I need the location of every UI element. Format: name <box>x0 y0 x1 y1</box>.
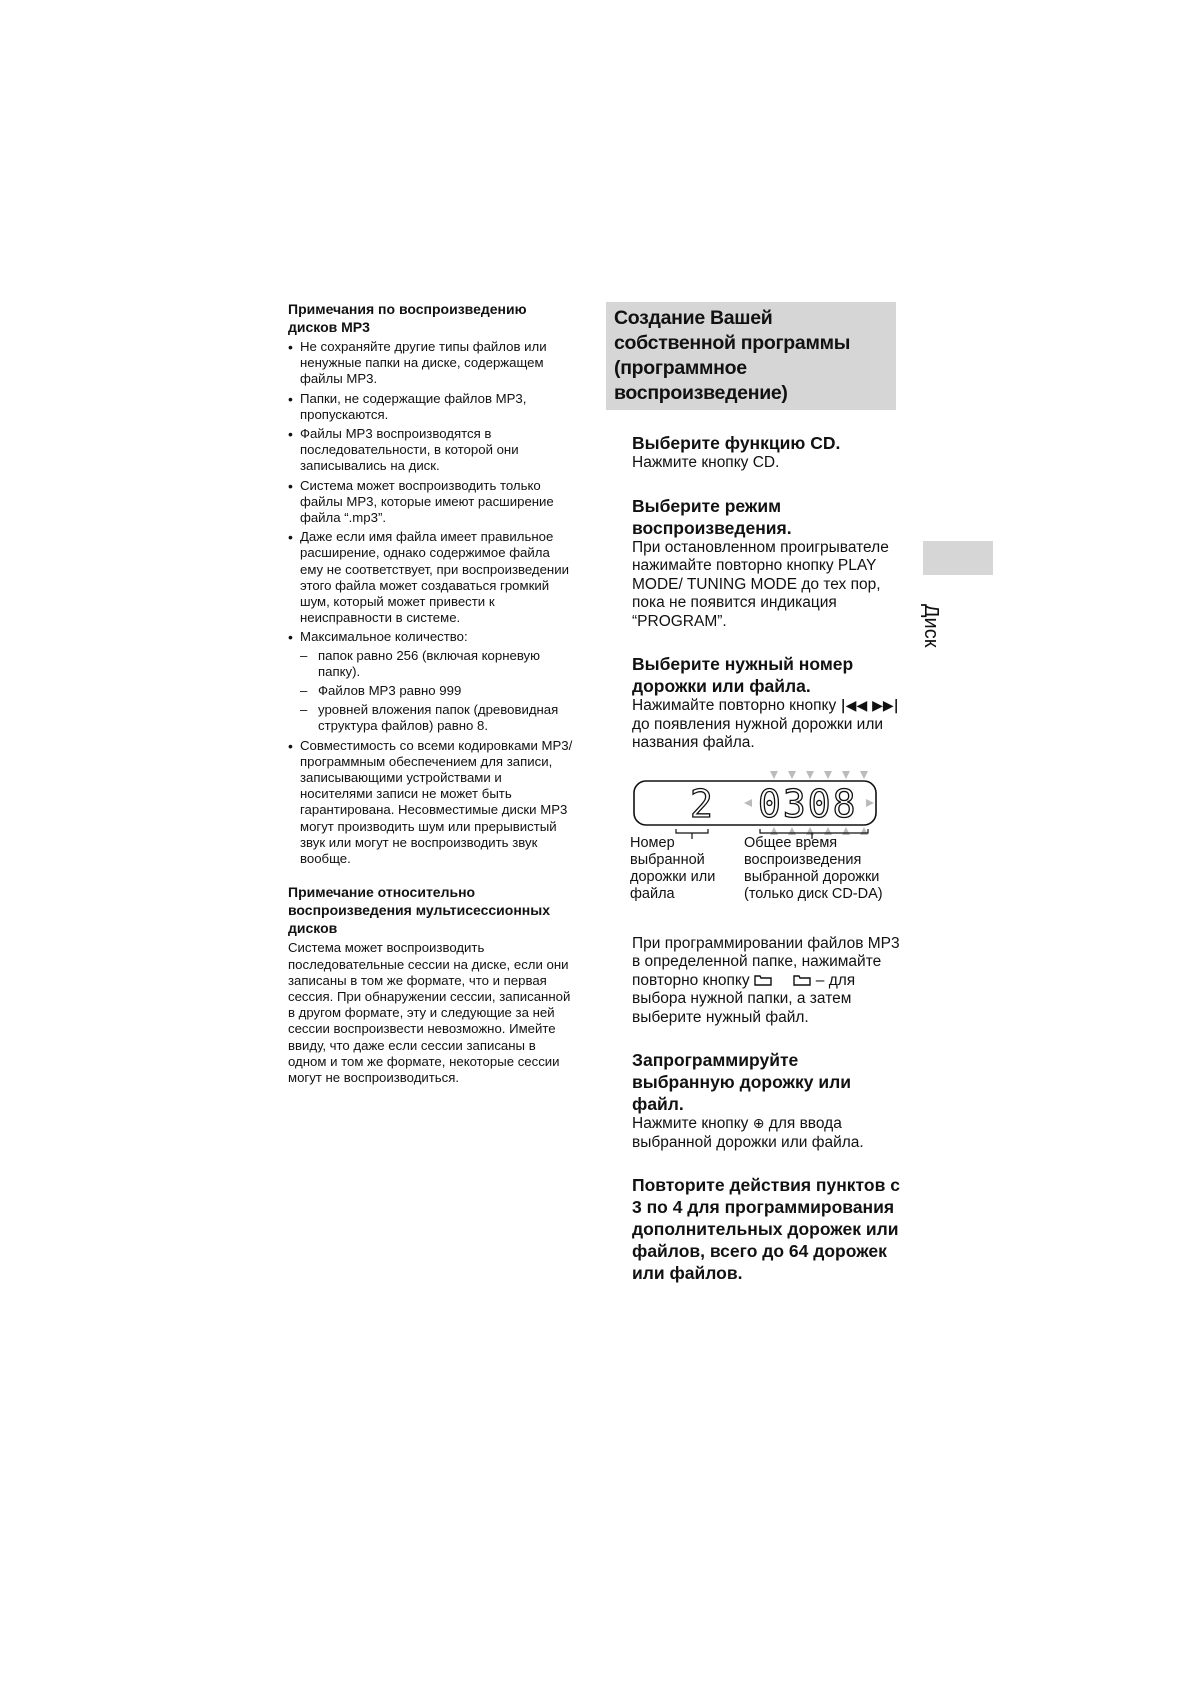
step-5-heading: Повторите действия пунктов с 3 по 4 для программирования дополнительных дорожек или файлов, всего до 64 дорожек или файлов. <box>632 1175 900 1283</box>
mp3-note: • Совместимость со всеми кодировками MP3/программным обеспечением для записи, записывающими устройствами и носителями записи не может быть гарантирована. Несовместимые диски MP3 могут производить шум или прерывистый звук или могут не воспроизводить звук вообще. <box>288 738 574 868</box>
prev-next-icon: |◀◀ ▶▶| <box>840 698 899 714</box>
mp3-note: • Даже если имя файла имеет правильное расширение, однако содержимое файла ему не соответствует, при воспроизведении этого файла может создаваться громкий шум, который может привести к неисправности в системе. <box>288 529 574 626</box>
step-1-heading: Выберите функцию CD. <box>632 433 841 453</box>
caption-time: Общее время воспроизведения выбранной дорожки (только диск CD-DA) <box>744 834 883 902</box>
mp3-notes-heading: Примечания по воспроизведению дисков MP3 <box>288 301 527 335</box>
multisession-heading: Примечание относительно воспроизведения мультисессионных дисков <box>288 884 550 937</box>
max-item: – Файлов MP3 равно 999 <box>300 683 574 699</box>
top-blink-arrows <box>770 771 868 779</box>
step-4-heading: Запрограммируйте выбранную дорожку или файл. <box>632 1050 851 1114</box>
max-item: – уровней вложения папок (древовидная структура файлов) равно 8. <box>300 702 574 734</box>
step-4-body-pre: Нажмите кнопку <box>632 1115 749 1132</box>
mp3-note-max-label: Максимальное количество: <box>300 629 468 645</box>
side-tab-marker <box>923 541 993 575</box>
folder-next-icon <box>793 975 811 986</box>
folder-note <box>632 935 900 1028</box>
lcd-time: 0308 <box>758 781 858 826</box>
step-2 <box>632 495 900 632</box>
max-items-list <box>300 648 574 735</box>
step-2-body: При остановленном проигрывателе нажимайте повторно кнопку PLAY MODE/ TUNING MODE до тех пор, пока не появится индикация “PROGRAM”. <box>632 538 889 630</box>
step-2-heading: Выберите режим воспроизведения. <box>632 495 792 538</box>
step-1-body: Нажмите кнопку CD. <box>632 454 780 471</box>
right-column <box>608 302 900 1284</box>
step-3-body <box>632 697 900 753</box>
side-tab-label: Диск <box>920 604 942 648</box>
step-3 <box>632 653 900 1027</box>
step-5 <box>632 1174 900 1284</box>
steps <box>632 432 900 1284</box>
folder-prev-icon <box>754 975 772 986</box>
section-title: Создание Вашей собственной программы (программное воспроизведение) <box>606 302 896 410</box>
bottom-blink-arrows <box>770 827 868 835</box>
folder-note-pre: При программировании файлов MP3 в определенной папке, нажимайте повторно кнопку <box>632 934 900 989</box>
lcd-track-number: 2 <box>690 781 713 826</box>
right-blink-arrow <box>866 799 874 807</box>
max-item: – папок равно 256 (включая корневую папку). <box>300 648 574 680</box>
mp3-note: • Файлы MP3 воспроизводятся в последовательности, в которой они записывались на диск. <box>288 426 574 475</box>
folder-note-post: – для выбора нужной папки, а затем выберите нужный файл. <box>632 971 856 1026</box>
display-illustration <box>632 769 900 919</box>
step-3-body-pre: Нажимайте повторно кнопку <box>632 697 837 714</box>
step-4 <box>632 1049 900 1152</box>
caption-track: Номер выбранной дорожки или файла <box>630 834 716 902</box>
lcd-display <box>632 769 900 839</box>
mp3-note: • Папки, не содержащие файлов MP3, пропускаются. <box>288 391 574 423</box>
left-column <box>288 300 574 1086</box>
left-blink-arrow <box>744 799 752 807</box>
mp3-note: • Не сохраняйте другие типы файлов или ненужные папки на диске, содержащем файлы MP3. <box>288 339 574 388</box>
step-3-heading: Выберите нужный номер дорожки или файла. <box>632 654 854 696</box>
multisession-text: Система может воспроизводить последовательные сессии на диске, если они записаны в том же формате, что и первая сессия. При обнаружении сессии, записанной в другом формате, эту и следующие за ней сессии воспроизвести невозможно. Имейте ввиду, что даже если сессии записаны в одном и том же формате, некоторые сессии могут не воспроизводиться. <box>288 940 571 1085</box>
step-1 <box>632 432 900 473</box>
mp3-note-max <box>288 629 574 734</box>
step-4-body-post: для ввода выбранной дорожки или файла. <box>632 1115 864 1151</box>
enter-icon: ⊕ <box>752 1116 765 1132</box>
mp3-notes-list <box>288 339 574 867</box>
mp3-note: • Система может воспроизводить только файлы MP3, которые имеют расширение файла “.mp3”. <box>288 478 574 527</box>
step-4-body <box>632 1115 900 1152</box>
step-3-body-post: до появления нужной дорожки или названия файла. <box>632 715 884 751</box>
